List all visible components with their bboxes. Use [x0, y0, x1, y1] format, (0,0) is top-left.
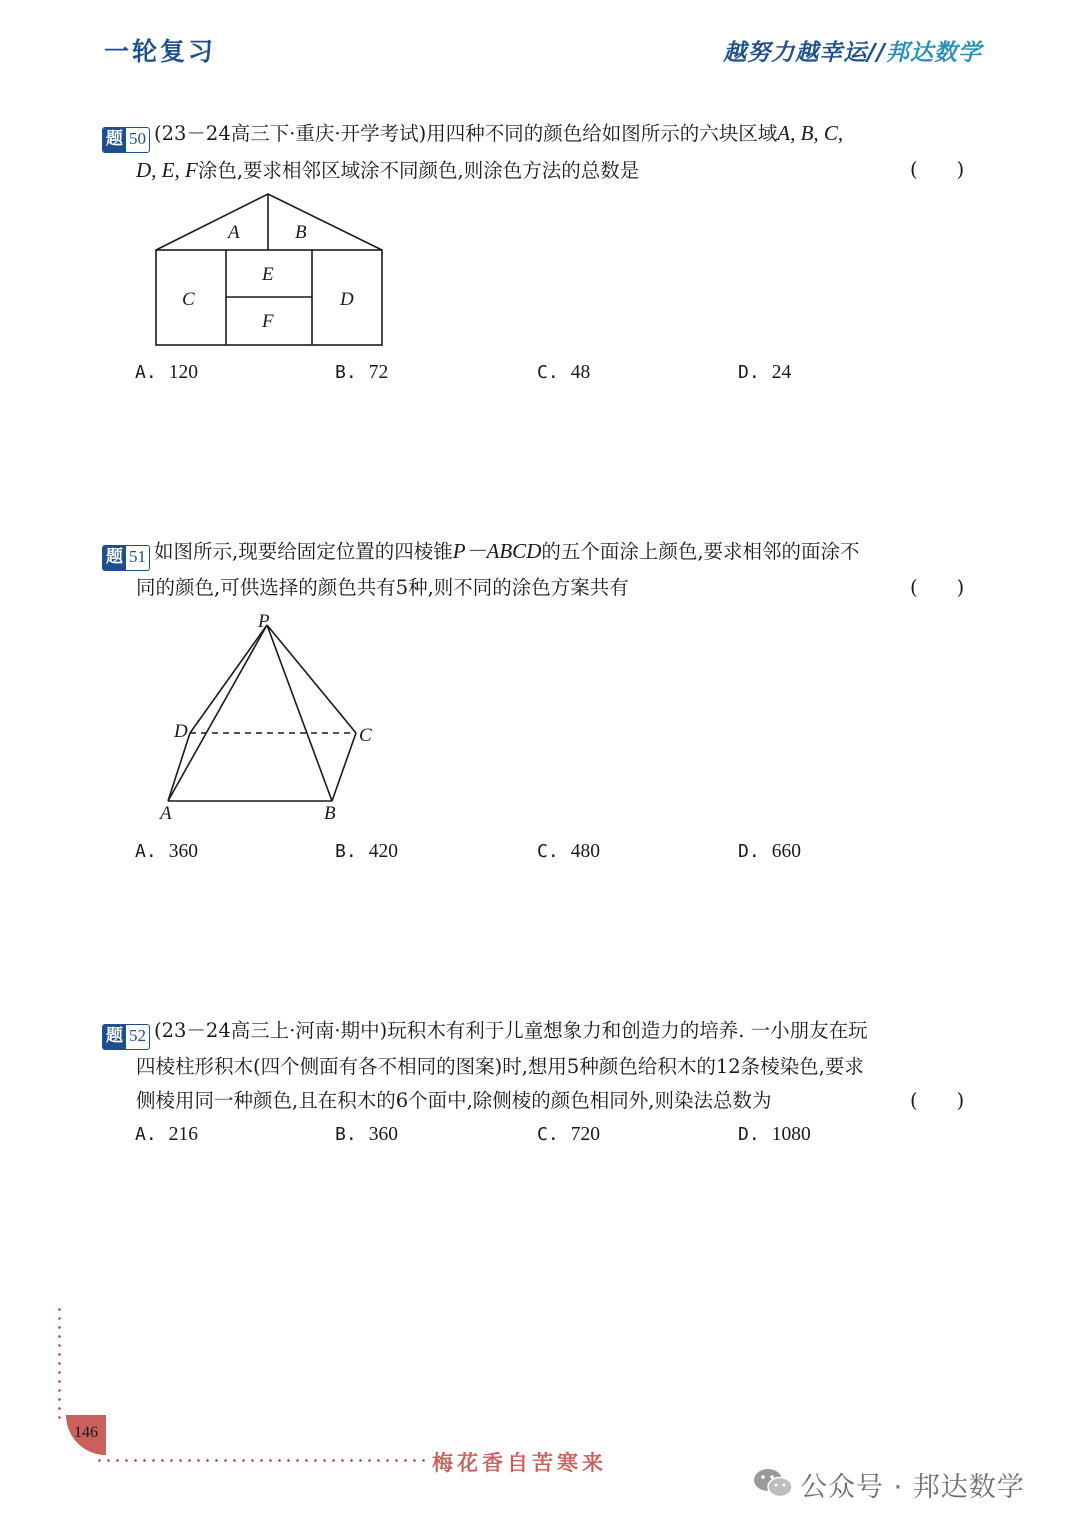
region-label-b: B: [295, 222, 307, 243]
option-value: 660: [771, 841, 801, 862]
vertex-label-d: D: [174, 721, 188, 742]
option-c[interactable]: [537, 362, 590, 384]
question-badge: [102, 127, 150, 153]
question-50: [102, 116, 982, 188]
option-b[interactable]: [335, 841, 398, 863]
option-key: A.: [135, 362, 157, 383]
question-variables: P－ABCD: [452, 539, 542, 563]
option-key: A.: [135, 841, 157, 862]
footer-dotted-line-horizontal: [95, 1459, 425, 1462]
figure-house-regions: [150, 190, 390, 350]
option-key: D.: [738, 841, 760, 862]
footer-dotted-line-vertical: [58, 1305, 61, 1425]
option-key: D.: [738, 1124, 760, 1145]
question-51: [102, 534, 982, 605]
question-text: 的五个面涂上颜色,要求相邻的面涂不: [541, 540, 860, 563]
option-value: 1080: [771, 1124, 811, 1145]
question-number: 51: [129, 547, 146, 566]
option-value: 420: [368, 841, 398, 862]
option-key: B.: [335, 841, 357, 862]
badge-label: 题: [103, 546, 126, 570]
option-b[interactable]: [335, 1124, 398, 1146]
slogan-text: 越努力越幸运//: [723, 40, 886, 66]
badge-label: 题: [103, 1025, 126, 1049]
header-slogan: [723, 34, 982, 67]
region-label-f: F: [262, 311, 274, 332]
option-value: 720: [570, 1124, 600, 1145]
watermark: 公众号 · 邦达数学: [800, 1472, 1025, 1503]
badge-label: 题: [103, 128, 126, 152]
vertex-label-p: P: [258, 611, 270, 632]
option-key: B.: [335, 362, 357, 383]
option-a[interactable]: [135, 362, 198, 384]
question-number: 50: [129, 129, 146, 148]
vertex-label-a: A: [160, 803, 172, 824]
region-label-c: C: [182, 289, 195, 310]
question-variables: A, B, C,: [777, 121, 844, 145]
option-value: 120: [168, 362, 198, 383]
option-key: C.: [537, 1124, 559, 1145]
question-badge: [102, 1024, 150, 1050]
question-52: [102, 1014, 982, 1118]
option-key: C.: [537, 841, 559, 862]
question-text: 侧棱用同一种颜色,且在积木的6个面中,除侧棱的颜色相同外,则染法总数为: [136, 1089, 772, 1112]
answer-blank: ( ): [910, 576, 965, 599]
figure-pyramid: [150, 605, 390, 830]
option-value: 480: [570, 841, 600, 862]
option-key: C.: [537, 362, 559, 383]
option-a[interactable]: [135, 841, 198, 863]
wechat-icon: [752, 1466, 794, 1500]
page-number-tab: [66, 1415, 106, 1455]
option-value: 48: [570, 362, 591, 383]
option-value: 360: [168, 841, 198, 862]
option-value: 360: [368, 1124, 398, 1145]
vertex-label-b: B: [324, 803, 336, 824]
option-value: 24: [771, 362, 792, 383]
region-label-a: A: [228, 222, 240, 243]
region-label-e: E: [262, 264, 274, 285]
answer-blank: ( ): [910, 1089, 965, 1112]
question-number: 52: [129, 1026, 146, 1045]
option-value: 216: [168, 1124, 198, 1145]
option-key: B.: [335, 1124, 357, 1145]
option-a[interactable]: [135, 1124, 198, 1146]
option-b[interactable]: [335, 362, 388, 384]
option-d[interactable]: [738, 841, 801, 863]
region-label-d: D: [340, 289, 354, 310]
question-text: 如图所示,现要给固定位置的四棱锥: [154, 540, 453, 563]
footer-motto: 梅花香自苦寒来: [432, 1451, 607, 1475]
vertex-label-c: C: [359, 725, 372, 746]
brand-name: 邦达数学: [886, 40, 982, 66]
answer-blank: ( ): [910, 158, 965, 181]
section-title: 一轮复习: [104, 37, 217, 66]
question-badge: [102, 545, 150, 571]
question-text: 四棱柱形积木(四个侧面有各不相同的图案)时,想用5种颜色给积木的12条棱染色,要求: [136, 1055, 864, 1078]
option-c[interactable]: [537, 841, 600, 863]
question-variables: D, E, F: [136, 158, 198, 182]
question-text: (23－24高三上·河南·期中)玩积木有利于儿童想象力和创造力的培养. 一小朋友在玩: [154, 1019, 868, 1042]
option-c[interactable]: [537, 1124, 600, 1146]
question-text: (23－24高三下·重庆·开学考试)用四种不同的颜色给如图所示的六块区域: [154, 122, 778, 145]
question-text: 同的颜色,可供选择的颜色共有5种,则不同的涂色方案共有: [136, 576, 629, 599]
option-d[interactable]: [738, 362, 791, 384]
page-number: 146: [74, 1424, 98, 1441]
option-key: D.: [738, 362, 760, 383]
option-value: 72: [368, 362, 389, 383]
option-d[interactable]: [738, 1124, 811, 1146]
question-text: 涂色,要求相邻区域涂不同颜色,则涂色方法的总数是: [197, 159, 640, 182]
option-key: A.: [135, 1124, 157, 1145]
